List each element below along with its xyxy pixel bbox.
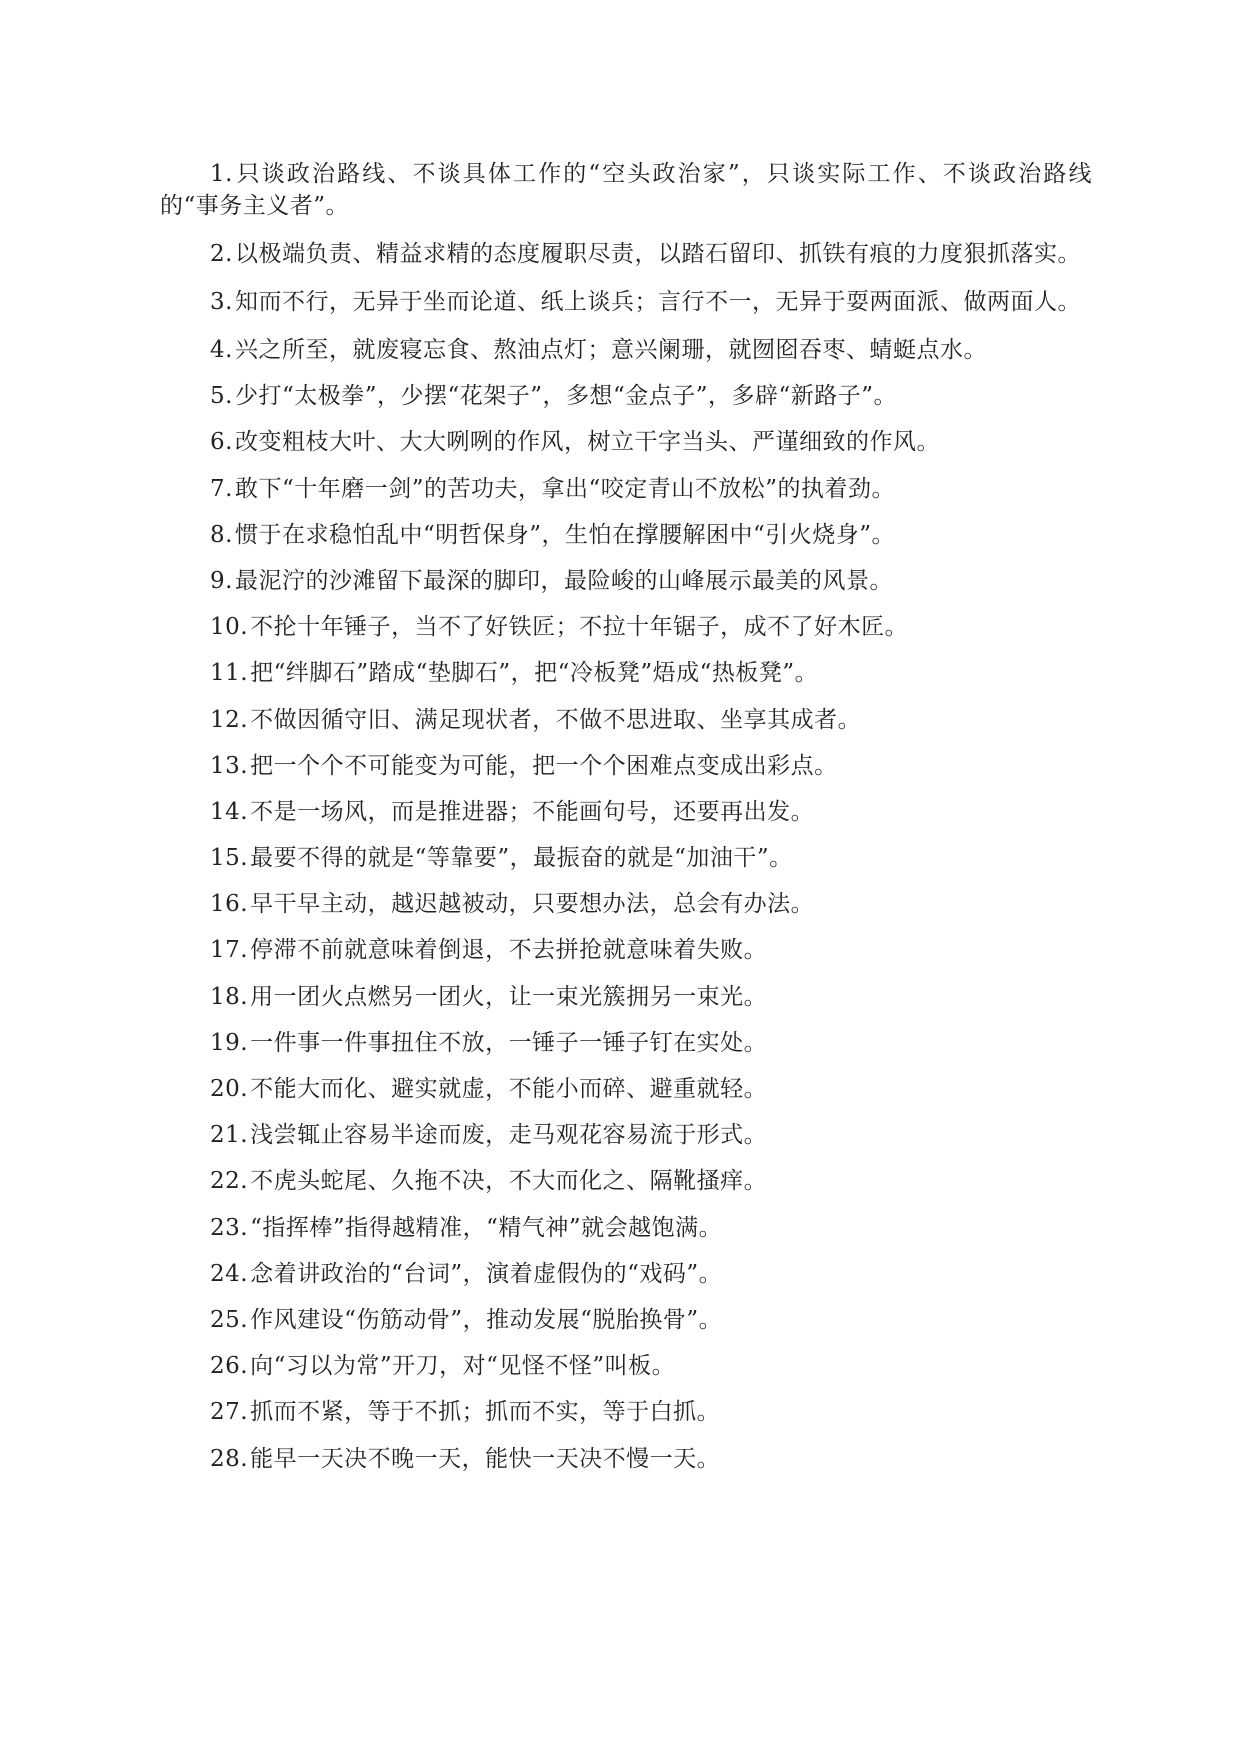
item-text: 把“绊脚石”踏成“垫脚石”，把“冷板凳”焐成“热板凳”。 [250,660,819,687]
item-text: 最泥泞的沙滩留下最深的脚印，最险峻的山峰展示最美的风景。 [234,567,893,594]
item-text: 不抡十年锤子，当不了好铁匠；不拉十年锯子，成不了好木匠。 [250,614,909,641]
list-item [160,1258,1092,1290]
list-item [160,611,1092,643]
item-number: 13. [210,752,249,779]
item-number: 9. [210,567,233,594]
item-text: 早干早主动，越迟越被动，只要想办法，总会有办法。 [250,891,815,918]
item-text: 能早一天决不晚一天，能快一天决不慢一天。 [250,1445,721,1472]
item-number: 27. [210,1399,249,1426]
list-item [160,750,1092,782]
item-number: 19. [210,1029,249,1056]
item-text: 以极端负责、精益求精的态度履职尽责，以踏石留印、抓铁有痕的力度狠抓落实。 [234,241,1081,267]
item-number: 7. [210,475,233,502]
item-number: 24. [210,1260,249,1287]
list-item [160,842,1092,874]
item-number: 17. [210,937,249,964]
document-page [160,158,1092,1489]
item-number: 10. [210,614,249,641]
list-item [160,158,1092,222]
list-item [160,657,1092,689]
list-item [160,1027,1092,1059]
list-item [160,888,1092,920]
item-text: 不是一场风，而是推进器；不能画句号，还要再出发。 [250,798,815,825]
list-item [160,238,1092,270]
list-item [160,473,1092,505]
item-number: 18. [210,983,249,1010]
item-number: 14. [210,798,249,825]
item-number: 4. [210,337,233,363]
item-text: 停滞不前就意味着倒退，不去拼抢就意味着失败。 [250,937,768,964]
list-item [160,334,1092,366]
item-text: 抓而不紧，等于不抓；抓而不实，等于白抓。 [250,1399,721,1426]
list-item [160,1119,1092,1151]
item-text: 惯于在求稳怕乱中“明哲保身”，生怕在撑腰解困中“引火烧身”。 [234,521,895,548]
list-item [160,286,1092,318]
list-item [160,380,1092,412]
item-number: 23. [210,1214,249,1241]
list-item [160,1165,1092,1197]
item-text: 最要不得的就是“等靠要”，最振奋的就是“加油干”。 [250,845,793,872]
list-item [160,796,1092,828]
item-text: 不做因循守旧、满足现状者，不做不思进取、坐享其成者。 [250,706,862,733]
item-text: 改变粗枝大叶、大大咧咧的作风，树立干字当头、严谨细致的作风。 [234,429,940,456]
list-item [160,1304,1092,1336]
item-text: 念着讲政治的“台词”，演着虚假伪的“戏码”。 [250,1260,723,1287]
item-text: 敢下“十年磨一剑”的苦功夫，拿出“咬定青山不放松”的执着劲。 [234,475,895,502]
item-number: 22. [210,1168,249,1195]
item-number: 25. [210,1306,249,1333]
list-item [160,704,1092,736]
item-number: 1. [210,161,233,187]
item-text: 只谈政治路线、不谈具体工作的“空头政治家”，只谈实际工作、不谈政治路线的“事务主义者”。 [160,161,1092,219]
item-number: 8. [210,521,233,548]
item-number: 16. [210,891,249,918]
item-text: 不能大而化、避实就虚，不能小而碎、避重就轻。 [250,1076,768,1102]
list-item [160,1212,1092,1244]
item-text: “指挥棒”指得越精准，“精气神”就会越饱满。 [250,1214,723,1241]
list-item [160,934,1092,966]
item-text: 知而不行，无异于坐而论道、纸上谈兵；言行不一，无异于耍两面派、做两面人。 [234,289,1081,315]
item-number: 3. [210,289,233,315]
item-text: 一件事一件事扭住不放，一锤子一锤子钉在实处。 [250,1029,768,1056]
list-item [160,1443,1092,1475]
list-item [160,1073,1092,1105]
item-number: 5. [210,383,233,410]
item-text: 浅尝辄止容易半途而废，走马观花容易流于形式。 [250,1122,768,1149]
item-number: 12. [210,706,249,733]
list-item [160,519,1092,551]
item-number: 11. [210,660,249,687]
item-number: 20. [210,1076,249,1102]
item-text: 不虎头蛇尾、久拖不决，不大而化之、隔靴搔痒。 [250,1168,768,1195]
item-text: 用一团火点燃另一团火，让一束光簇拥另一束光。 [250,983,768,1010]
list-item [160,981,1092,1013]
item-text: 把一个个不可能变为可能，把一个个困难点变成出彩点。 [250,752,838,779]
item-number: 15. [210,845,249,872]
item-number: 6. [210,429,233,456]
item-text: 少打“太极拳”，少摆“花架子”，多想“金点子”，多辟“新路子”。 [234,383,898,410]
item-number: 28. [210,1445,249,1472]
item-number: 21. [210,1122,249,1149]
list-item [160,1396,1092,1428]
item-number: 2. [210,241,233,267]
list-item [160,565,1092,597]
list-item [160,426,1092,458]
item-text: 作风建设“伤筋动骨”，推动发展“脱胎换骨”。 [250,1306,723,1333]
list-item [160,1350,1092,1382]
item-text: 兴之所至，就废寝忘食、熬油点灯；意兴阑珊，就囫囵吞枣、蜻蜓点水。 [234,337,987,363]
item-text: 向“习以为常”开刀，对“见怪不怪”叫板。 [250,1353,676,1380]
item-number: 26. [210,1353,249,1380]
